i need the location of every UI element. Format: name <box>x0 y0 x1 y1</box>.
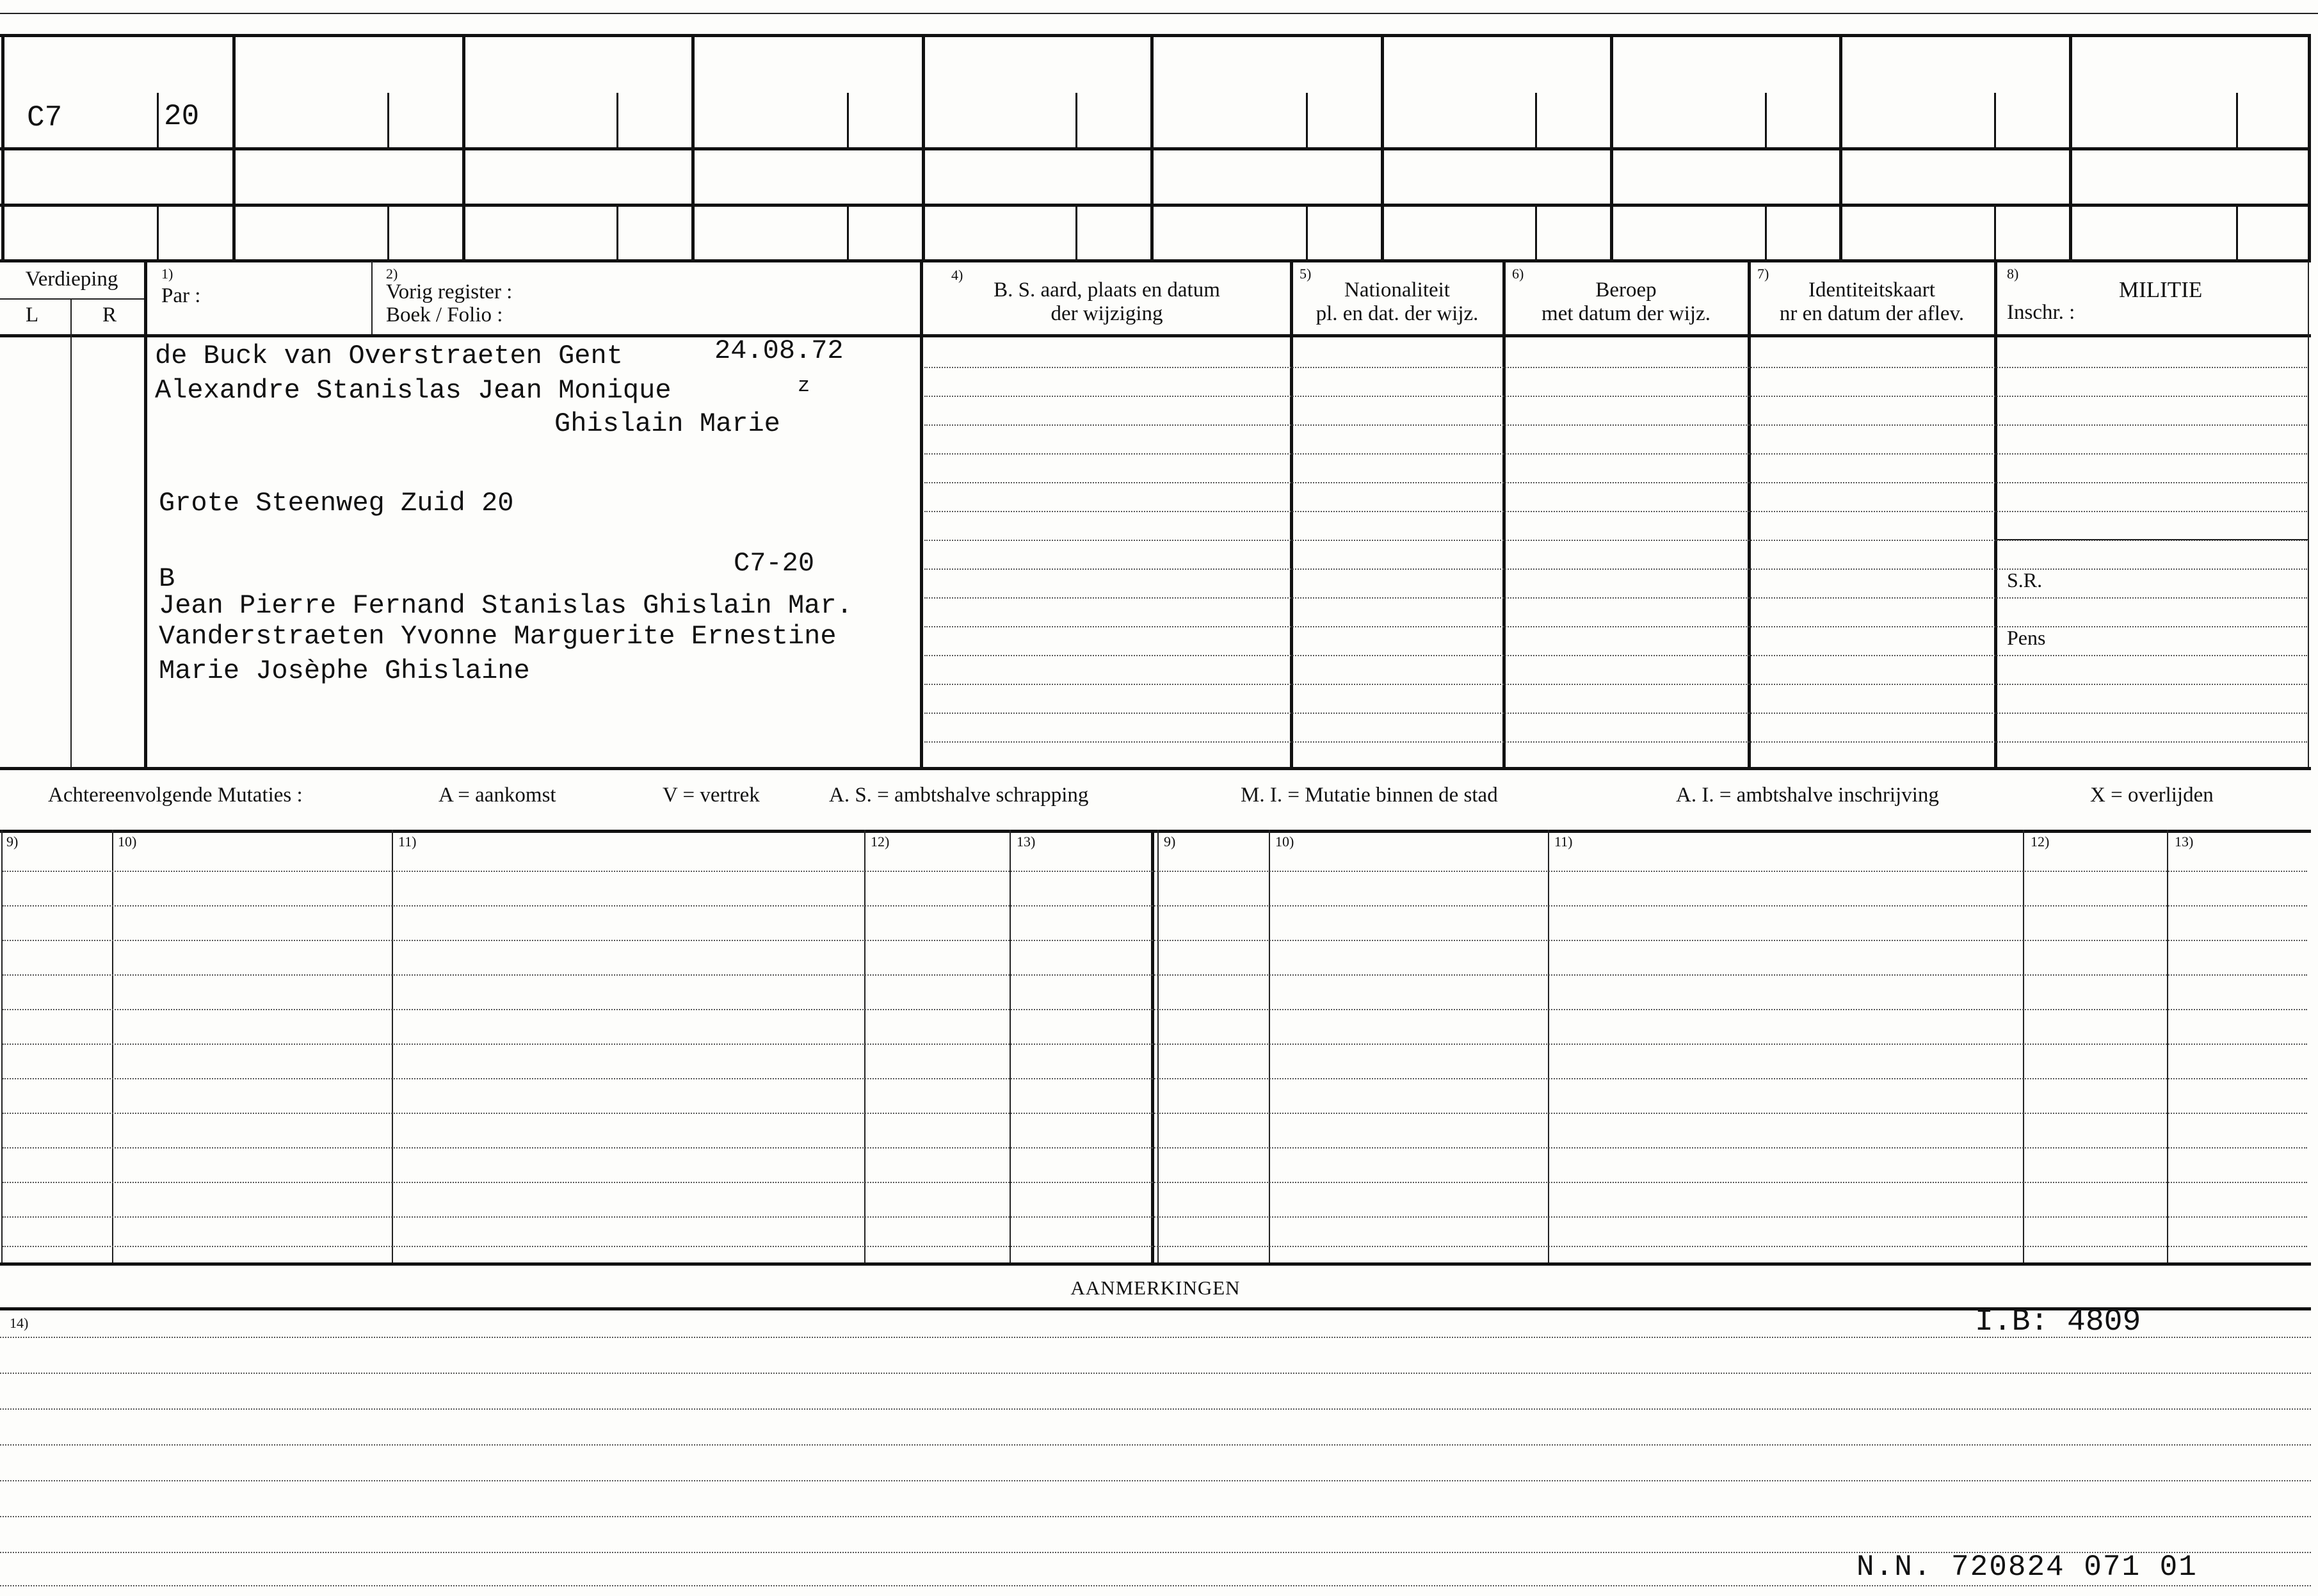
entry-line-3: Ghislain Marie <box>554 408 780 439</box>
legend-title: Achtereenvolgende Mutaties : <box>48 784 303 807</box>
legend-ai: A. I. = ambtshalve inschrijving <box>1676 784 1939 807</box>
verdieping-right: R <box>102 303 117 326</box>
block-number: 20 <box>164 100 200 133</box>
entry-line-2: Alexandre Stanislas Jean Monique <box>155 375 672 406</box>
remarks-ruling <box>0 1309 2311 1590</box>
mutations-bottom-line <box>0 1262 2311 1266</box>
mut-col-9b: 9) <box>1164 834 1176 850</box>
mut-col-12: 12) <box>871 834 890 850</box>
grid-line <box>0 204 2311 207</box>
mut-col-11b: 11) <box>1554 834 1573 850</box>
entry-z: z <box>798 374 810 398</box>
nationaliteit-header: Nationaliteit pl. en dat. der wijz. <box>1316 278 1479 325</box>
legend-v: V = vertrek <box>663 784 760 807</box>
verdieping-left: L <box>26 303 39 326</box>
legend-mi: M. I. = Mutatie binnen de stad <box>1241 784 1498 807</box>
entry-ruling <box>924 338 2307 764</box>
entry-bottom-line <box>0 767 2311 770</box>
par-label: Par : <box>161 284 201 307</box>
block-code: C7 <box>27 101 63 134</box>
nn-number: N.N. 720824 071 01 <box>1856 1551 2198 1584</box>
ib-number: I.B: 4809 <box>1975 1305 2141 1339</box>
mut-col-13b: 13) <box>2175 834 2194 850</box>
identiteit-header: Identiteitskaart nr en datum der aflev. <box>1779 278 1965 325</box>
entry-address: Grote Steenweg Zuid 20 <box>159 488 514 519</box>
vorig-register-label: Vorig register : Boek / Folio : <box>386 280 513 326</box>
legend-a: A = aankomst <box>439 784 556 807</box>
mutations-ruling <box>3 831 2307 1261</box>
beroep-header: Beroep met datum der wijz. <box>1541 278 1710 325</box>
bs-num: 4) <box>951 267 963 283</box>
remarks-title: AANMERKINGEN <box>1070 1277 1241 1299</box>
militie-num: 8) <box>2007 266 2019 282</box>
legend-x: X = overlijden <box>2090 784 2214 807</box>
grid-line <box>0 147 2311 150</box>
mut-col-13: 13) <box>1017 834 1036 850</box>
entry-ref: C7-20 <box>734 548 815 579</box>
entry-date: 24.08.72 <box>714 335 844 366</box>
nat-num: 5) <box>1300 266 1312 282</box>
militie-inschr: Inschr. : <box>2007 301 2075 324</box>
vorig-num: 2) <box>386 266 398 282</box>
mut-col-11: 11) <box>398 834 417 850</box>
bs-header: B. S. aard, plaats en datum der wijziging <box>994 278 1220 325</box>
header-bottom-line <box>0 334 2311 337</box>
entry-line-5: Vanderstraeten Yvonne Marguerite Ernestine <box>159 621 837 652</box>
grid-line <box>0 34 2311 37</box>
entry-line-4: Jean Pierre Fernand Stanislas Ghislain Mar. <box>159 590 853 621</box>
verdieping-label: Verdieping <box>25 268 118 291</box>
mut-col-10b: 10) <box>1275 834 1294 850</box>
militie-pens: Pens <box>2007 626 2046 649</box>
id-num: 7) <box>1757 266 1769 282</box>
mut-col-10: 10) <box>118 834 137 850</box>
militie-sr: S.R. <box>2007 568 2043 592</box>
mut-col-9: 9) <box>6 834 19 850</box>
remarks-num: 14) <box>10 1315 29 1331</box>
legend-as: A. S. = ambtshalve schrapping <box>829 784 1089 807</box>
entry-b: B <box>159 563 175 594</box>
grid-line <box>0 259 2311 262</box>
entry-typed-text <box>151 335 916 762</box>
entry-line-1: de Buck van Overstraeten Gent <box>155 341 623 371</box>
grid-line <box>1 34 4 261</box>
top-edge-line <box>0 13 2318 14</box>
militie-title: MILITIE <box>2119 277 2203 302</box>
par-num: 1) <box>161 266 173 282</box>
beroep-num: 6) <box>1512 266 1524 282</box>
mut-col-12b: 12) <box>2031 834 2050 850</box>
entry-line-6: Marie Josèphe Ghislaine <box>159 656 530 686</box>
